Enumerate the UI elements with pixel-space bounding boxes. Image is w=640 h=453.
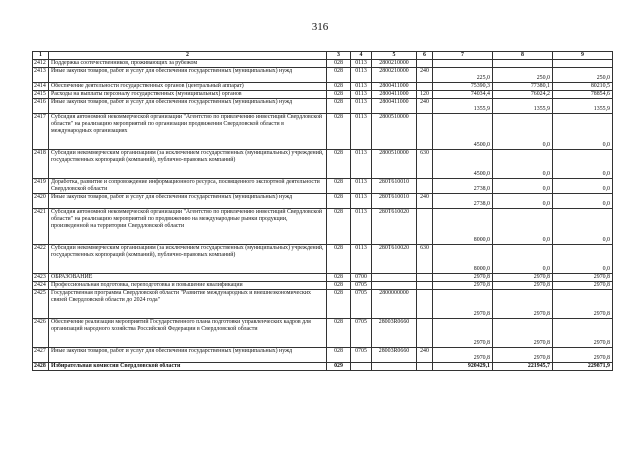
- row-number-cell: 2425: [33, 289, 49, 318]
- expense-type-cell: [417, 82, 433, 90]
- row-name-cell: ОБРАЗОВАНИЕ: [49, 273, 327, 281]
- table-row: [33, 90, 613, 98]
- row-name-cell: Субсидия автономной некоммерческой организации "Агентство по привлечению инвестиций Свердловской области" на реализацию мероприятий по продвижению на международные рынки продукции, произведенной на территории Свердловской области: [49, 208, 327, 244]
- amount-year3-cell: 0,0: [553, 244, 613, 273]
- header-cell: 8: [493, 52, 553, 60]
- row-name-cell: Поддержка соотечественников, проживающих за рубежом: [49, 59, 327, 67]
- article-code-cell: 2800510000: [372, 149, 417, 178]
- header-cell: 4: [351, 52, 372, 60]
- article-code-cell: [372, 362, 417, 370]
- amount-year3-cell: 78854,6: [553, 90, 613, 98]
- expense-type-cell: [417, 178, 433, 193]
- expense-type-cell: [417, 113, 433, 149]
- table-row: [33, 67, 613, 82]
- row-name-cell: Расходы на выплаты персоналу государственных (муниципальных) органов: [49, 90, 327, 98]
- amount-year1-cell: 2738,0: [433, 193, 493, 208]
- section-code-cell: 0113: [351, 98, 372, 113]
- header-cell: 9: [553, 52, 613, 60]
- admin-code-cell: 028: [327, 273, 351, 281]
- row-number-cell: 2420: [33, 193, 49, 208]
- admin-code-cell: 028: [327, 113, 351, 149]
- header-cell: 1: [33, 52, 49, 60]
- amount-year1-cell: 1355,9: [433, 98, 493, 113]
- budget-table: [32, 51, 613, 371]
- amount-year2-cell: [493, 59, 553, 67]
- amount-year3-cell: 2970,8: [553, 273, 613, 281]
- row-number-cell: 2419: [33, 178, 49, 193]
- row-number-cell: 2427: [33, 347, 49, 362]
- article-code-cell: 280Т610010: [372, 178, 417, 193]
- amount-year2-cell: 2970,8: [493, 318, 553, 347]
- section-code-cell: 0705: [351, 318, 372, 347]
- admin-code-cell: 028: [327, 59, 351, 67]
- admin-code-cell: 028: [327, 149, 351, 178]
- table-row: [33, 82, 613, 90]
- section-code-cell: 0705: [351, 281, 372, 289]
- amount-year1-cell: 4500,0: [433, 113, 493, 149]
- table-row: [33, 59, 613, 67]
- expense-type-cell: [417, 289, 433, 318]
- article-code-cell: 2800411000: [372, 90, 417, 98]
- expense-type-cell: [417, 362, 433, 370]
- amount-year1-cell: [433, 59, 493, 67]
- section-code-cell: 0113: [351, 59, 372, 67]
- amount-year2-cell: 0,0: [493, 149, 553, 178]
- section-code-cell: 0113: [351, 149, 372, 178]
- section-code-cell: 0700: [351, 273, 372, 281]
- amount-year2-cell: 0,0: [493, 244, 553, 273]
- table-row: [33, 208, 613, 244]
- row-name-cell: Иные закупки товаров, работ и услуг для обеспечения государственных (муниципальных) нужд: [49, 193, 327, 208]
- amount-year1-cell: 2970,8: [433, 347, 493, 362]
- table-row: [33, 347, 613, 362]
- amount-year3-cell: 2970,8: [553, 347, 613, 362]
- expense-type-cell: 630: [417, 149, 433, 178]
- row-name-cell: Иные закупки товаров, работ и услуг для обеспечения государственных (муниципальных) нужд: [49, 98, 327, 113]
- amount-year2-cell: 2970,8: [493, 347, 553, 362]
- expense-type-cell: 240: [417, 347, 433, 362]
- amount-year1-cell: 2970,8: [433, 273, 493, 281]
- expense-type-cell: [417, 318, 433, 347]
- amount-year3-cell: 0,0: [553, 193, 613, 208]
- amount-year3-cell: 0,0: [553, 178, 613, 193]
- table-row: [33, 149, 613, 178]
- row-name-cell: Доработка, развитие и сопровождение информационного ресурса, посвященного экспортной деятельности Свердловской области: [49, 178, 327, 193]
- amount-year3-cell: 1355,9: [553, 98, 613, 113]
- row-number-cell: 2422: [33, 244, 49, 273]
- amount-year1-cell: 74034,4: [433, 90, 493, 98]
- amount-year2-cell: 1355,9: [493, 98, 553, 113]
- article-code-cell: 2800510000: [372, 113, 417, 149]
- table-row: [33, 318, 613, 347]
- row-number-cell: 2414: [33, 82, 49, 90]
- row-name-cell: Профессиональная подготовка, переподготовка и повышение квалификации: [49, 281, 327, 289]
- row-number-cell: 2428: [33, 362, 49, 370]
- header-cell: 7: [433, 52, 493, 60]
- header-cell: 2: [49, 52, 327, 60]
- expense-type-cell: 240: [417, 193, 433, 208]
- amount-year1-cell: 8000,0: [433, 208, 493, 244]
- amount-year2-cell: 0,0: [493, 113, 553, 149]
- row-name-cell: Иные закупки товаров, работ и услуг для обеспечения государственных (муниципальных) нужд: [49, 347, 327, 362]
- row-name-cell: Избирательная комиссия Свердловской области: [49, 362, 327, 370]
- article-code-cell: 2800210000: [372, 59, 417, 67]
- amount-year1-cell: 2970,8: [433, 289, 493, 318]
- header-cell: 3: [327, 52, 351, 60]
- row-number-cell: 2423: [33, 273, 49, 281]
- article-code-cell: 2800411000: [372, 98, 417, 113]
- amount-year3-cell: 0,0: [553, 113, 613, 149]
- article-code-cell: 28003R0660: [372, 347, 417, 362]
- article-code-cell: [372, 281, 417, 289]
- row-name-cell: Субсидия автономной некоммерческой организации "Агентство по привлечению инвестиций Свердловской области" на реализацию мероприятий по организации продвижения Свердловской области в международных организациях: [49, 113, 327, 149]
- amount-year2-cell: 2970,8: [493, 273, 553, 281]
- admin-code-cell: 028: [327, 67, 351, 82]
- amount-year3-cell: 2970,8: [553, 289, 613, 318]
- row-number-cell: 2421: [33, 208, 49, 244]
- table-row: [33, 289, 613, 318]
- expense-type-cell: [417, 59, 433, 67]
- admin-code-cell: 028: [327, 193, 351, 208]
- section-code-cell: 0113: [351, 208, 372, 244]
- amount-year3-cell: 2970,8: [553, 281, 613, 289]
- row-name-cell: Иные закупки товаров, работ и услуг для обеспечения государственных (муниципальных) нужд: [49, 67, 327, 82]
- amount-year2-cell: 76024,2: [493, 90, 553, 98]
- admin-code-cell: 028: [327, 82, 351, 90]
- amount-year3-cell: 2970,8: [553, 318, 613, 347]
- amount-year1-cell: 2738,0: [433, 178, 493, 193]
- table-row: [33, 281, 613, 289]
- expense-type-cell: 240: [417, 98, 433, 113]
- amount-year2-cell: 0,0: [493, 178, 553, 193]
- article-code-cell: 280Т610010: [372, 193, 417, 208]
- row-number-cell: 2413: [33, 67, 49, 82]
- section-code-cell: [351, 362, 372, 370]
- row-name-cell: Субсидии некоммерческим организациям (за исключением государственных (муниципальных) учреждений, государственных корпораций (компаний), публично-правовых компаний): [49, 149, 327, 178]
- article-code-cell: 28003R0660: [372, 318, 417, 347]
- amount-year1-cell: 75390,3: [433, 82, 493, 90]
- table-header-row: [33, 52, 613, 60]
- section-code-cell: 0113: [351, 113, 372, 149]
- admin-code-cell: 028: [327, 289, 351, 318]
- amount-year3-cell: 0,0: [553, 208, 613, 244]
- expense-type-cell: [417, 273, 433, 281]
- amount-year2-cell: 77380,1: [493, 82, 553, 90]
- article-code-cell: 2800210000: [372, 67, 417, 82]
- amount-year2-cell: 0,0: [493, 208, 553, 244]
- table-row: [33, 244, 613, 273]
- admin-code-cell: 028: [327, 90, 351, 98]
- amount-year2-cell: 221945,7: [493, 362, 553, 370]
- admin-code-cell: 029: [327, 362, 351, 370]
- amount-year1-cell: 8000,0: [433, 244, 493, 273]
- table-row: [33, 193, 613, 208]
- amount-year3-cell: 250,0: [553, 67, 613, 82]
- table-row: [33, 113, 613, 149]
- admin-code-cell: 028: [327, 98, 351, 113]
- row-name-cell: Обеспечение деятельности государственных органов (центральный аппарат): [49, 82, 327, 90]
- row-number-cell: 2426: [33, 318, 49, 347]
- expense-type-cell: [417, 281, 433, 289]
- amount-year2-cell: 250,0: [493, 67, 553, 82]
- table-row: [33, 273, 613, 281]
- section-code-cell: 0113: [351, 67, 372, 82]
- admin-code-cell: 028: [327, 244, 351, 273]
- admin-code-cell: 028: [327, 318, 351, 347]
- admin-code-cell: 028: [327, 347, 351, 362]
- header-cell: 6: [417, 52, 433, 60]
- amount-year1-cell: 4500,0: [433, 149, 493, 178]
- expense-type-cell: 120: [417, 90, 433, 98]
- expense-type-cell: 630: [417, 244, 433, 273]
- section-code-cell: 0113: [351, 178, 372, 193]
- amount-year1-cell: 920429,1: [433, 362, 493, 370]
- section-code-cell: 0113: [351, 193, 372, 208]
- row-name-cell: Обеспечение реализации мероприятий Государственного плана подготовки управленческих кадров для организаций народного хозяйства Российской Федерации в Свердловской области: [49, 318, 327, 347]
- amount-year3-cell: 229871,9: [553, 362, 613, 370]
- section-code-cell: 0113: [351, 90, 372, 98]
- section-code-cell: 0705: [351, 347, 372, 362]
- section-code-cell: 0705: [351, 289, 372, 318]
- expense-type-cell: [417, 208, 433, 244]
- admin-code-cell: 028: [327, 208, 351, 244]
- page-number: 316: [311, 21, 329, 33]
- section-code-cell: 0113: [351, 82, 372, 90]
- row-number-cell: 2416: [33, 98, 49, 113]
- article-code-cell: [372, 273, 417, 281]
- admin-code-cell: 028: [327, 178, 351, 193]
- row-number-cell: 2412: [33, 59, 49, 67]
- article-code-cell: 2800411000: [372, 82, 417, 90]
- amount-year3-cell: 0,0: [553, 149, 613, 178]
- amount-year1-cell: 2970,8: [433, 318, 493, 347]
- amount-year2-cell: 2970,8: [493, 281, 553, 289]
- table-row: [33, 178, 613, 193]
- row-number-cell: 2415: [33, 90, 49, 98]
- amount-year2-cell: 2970,8: [493, 289, 553, 318]
- row-number-cell: 2424: [33, 281, 49, 289]
- row-number-cell: 2418: [33, 149, 49, 178]
- amount-year3-cell: [553, 59, 613, 67]
- table-row: [33, 98, 613, 113]
- article-code-cell: 280Т610020: [372, 208, 417, 244]
- amount-year1-cell: 2970,8: [433, 281, 493, 289]
- expense-type-cell: 240: [417, 67, 433, 82]
- row-name-cell: Государственная программа Свердловской области "Развитие международных и внешнеэкономических связей Свердловской области до 2024 года": [49, 289, 327, 318]
- article-code-cell: 280Т610020: [372, 244, 417, 273]
- section-code-cell: 0113: [351, 244, 372, 273]
- amount-year3-cell: 80210,5: [553, 82, 613, 90]
- table-row: [33, 362, 613, 370]
- amount-year2-cell: 0,0: [493, 193, 553, 208]
- header-cell: 5: [372, 52, 417, 60]
- admin-code-cell: 028: [327, 281, 351, 289]
- article-code-cell: 2800000000: [372, 289, 417, 318]
- amount-year1-cell: 225,0: [433, 67, 493, 82]
- row-name-cell: Субсидии некоммерческим организациям (за исключением государственных (муниципальных) учреждений, государственных корпораций (компаний), публично-правовых компаний): [49, 244, 327, 273]
- row-number-cell: 2417: [33, 113, 49, 149]
